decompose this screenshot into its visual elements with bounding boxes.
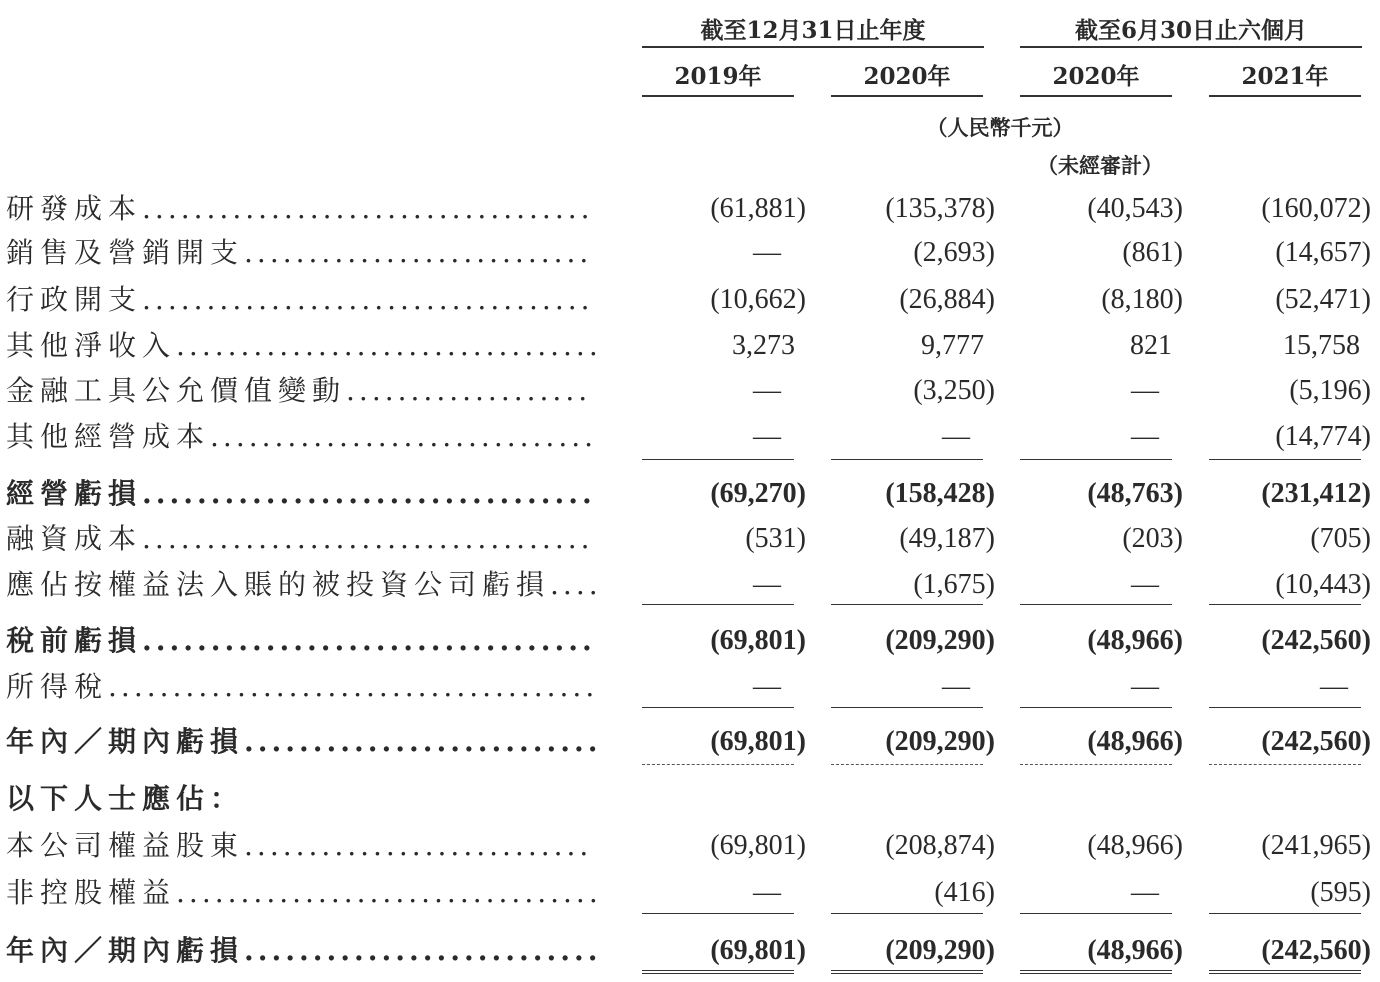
cell-value: —: [1131, 375, 1159, 406]
header-year-2: 2020年: [863, 63, 951, 90]
cell-value: (158,428): [885, 478, 995, 509]
header-group-half: 截至6月30日止六個月: [1074, 17, 1307, 44]
unaudited-label: （未經審計）: [1037, 153, 1163, 178]
cell-value: (3,250): [913, 375, 995, 406]
cell-value: (203): [1122, 523, 1183, 554]
row-label: 稅前虧損.................................: [6, 624, 596, 657]
total-rule: [642, 913, 794, 914]
total-rule: [1020, 764, 1172, 765]
leader-dots: ..............................: [210, 420, 598, 453]
unit-label: （人民幣千元）: [926, 115, 1074, 140]
header-year-4: 2021年: [1241, 63, 1329, 90]
cell-value: (241,965): [1261, 830, 1371, 861]
cell-value: (861): [1122, 237, 1183, 268]
total-rule: [831, 913, 983, 914]
total-rule: [831, 707, 983, 708]
cell-value: (10,443): [1275, 569, 1371, 600]
header-rule-y2: [831, 95, 983, 97]
cell-value: —: [1320, 671, 1348, 702]
row-label: 融資成本...................................: [6, 522, 594, 555]
leader-dots: ...........................: [244, 829, 593, 862]
cell-value: 3,273: [732, 330, 795, 361]
header-rule-half: [1020, 46, 1362, 48]
cell-value: 821: [1130, 330, 1172, 361]
total-rule: [642, 707, 794, 708]
header-year-1: 2019年: [674, 63, 762, 90]
cell-value: (48,763): [1087, 478, 1183, 509]
row-label: 本公司權益股東...........................: [6, 829, 593, 862]
cell-value: —: [942, 671, 970, 702]
total-rule: [642, 970, 794, 978]
cell-value: (242,560): [1261, 726, 1371, 757]
cell-value: (10,662): [710, 284, 806, 315]
cell-value: —: [753, 877, 781, 908]
total-rule: [831, 604, 983, 605]
total-rule: [642, 764, 794, 765]
total-rule: [1209, 764, 1361, 765]
cell-value: (69,801): [710, 935, 806, 966]
leader-dots: ...................................: [142, 522, 594, 555]
cell-value: (26,884): [899, 284, 995, 315]
total-rule: [1020, 459, 1172, 460]
header-rule-y4: [1209, 95, 1361, 97]
total-rule: [1020, 970, 1172, 978]
cell-value: (69,801): [710, 830, 806, 861]
cell-value: —: [1131, 421, 1159, 452]
cell-value: (5,196): [1289, 375, 1371, 406]
cell-value: —: [753, 421, 781, 452]
cell-value: (705): [1310, 523, 1371, 554]
leader-dots: ..........................: [244, 725, 602, 758]
total-rule: [1020, 707, 1172, 708]
cell-value: (8,180): [1101, 284, 1183, 315]
header-rule-y1: [642, 95, 794, 97]
total-rule: [1020, 913, 1172, 914]
cell-value: (69,801): [710, 726, 806, 757]
cell-value: (52,471): [1275, 284, 1371, 315]
leader-dots: .................................: [176, 329, 602, 362]
row-label: 金融工具公允價值變動...................: [6, 374, 592, 407]
total-rule: [1209, 604, 1361, 605]
cell-value: (69,270): [710, 478, 806, 509]
cell-value: (61,881): [710, 193, 806, 224]
cell-value: (595): [1310, 877, 1371, 908]
cell-value: (208,874): [885, 830, 995, 861]
row-label: 經營虧損.................................: [6, 477, 596, 510]
leader-dots: ....: [550, 568, 602, 601]
total-rule: [1209, 970, 1361, 978]
total-rule: [831, 970, 983, 978]
cell-value: —: [753, 671, 781, 702]
cell-value: 9,777: [921, 330, 984, 361]
row-label: 其他經營成本..............................: [6, 420, 598, 453]
cell-value: (14,657): [1275, 237, 1371, 268]
row-label: 年內／期內虧損..........................: [6, 934, 602, 967]
cell-value: (40,543): [1087, 193, 1183, 224]
cell-value: (2,693): [913, 237, 995, 268]
cell-value: (209,290): [885, 625, 995, 656]
total-rule: [642, 604, 794, 605]
cell-value: (242,560): [1261, 935, 1371, 966]
cell-value: (48,966): [1087, 726, 1183, 757]
cell-value: (135,378): [885, 193, 995, 224]
cell-value: —: [1131, 877, 1159, 908]
cell-value: (209,290): [885, 726, 995, 757]
row-label: 年內／期內虧損..........................: [6, 725, 602, 758]
row-label: 所得稅......................................: [6, 670, 599, 703]
leader-dots: .................................: [142, 477, 596, 510]
leader-dots: ......................................: [108, 670, 599, 703]
row-label: 銷售及營銷開支...........................: [6, 236, 593, 269]
leader-dots: .................................: [142, 624, 596, 657]
total-rule: [1020, 604, 1172, 605]
cell-value: (14,774): [1275, 421, 1371, 452]
cell-value: 15,758: [1283, 330, 1360, 361]
header-rule-y3: [1020, 95, 1172, 97]
row-label: 其他淨收入.................................: [6, 329, 602, 362]
cell-value: —: [753, 237, 781, 268]
row-label: 行政開支...................................: [6, 283, 594, 316]
cell-value: —: [942, 421, 970, 452]
cell-value: —: [753, 569, 781, 600]
cell-value: (242,560): [1261, 625, 1371, 656]
cell-value: (48,966): [1087, 830, 1183, 861]
total-rule: [1209, 459, 1361, 460]
cell-value: (231,412): [1261, 478, 1371, 509]
leader-dots: ..........................: [244, 934, 602, 967]
leader-dots: ...................................: [142, 283, 594, 316]
total-rule: [1209, 913, 1361, 914]
leader-dots: ...........................: [244, 236, 593, 269]
cell-value: (209,290): [885, 935, 995, 966]
total-rule: [831, 459, 983, 460]
cell-value: (48,966): [1087, 625, 1183, 656]
header-group-year: 截至12月31日止年度: [700, 17, 926, 44]
cell-value: (49,187): [899, 523, 995, 554]
row-label: 研發成本...................................: [6, 192, 594, 225]
leader-dots: ...................................: [142, 192, 594, 225]
total-rule: [831, 764, 983, 765]
cell-value: (48,966): [1087, 935, 1183, 966]
cell-value: (1,675): [913, 569, 995, 600]
cell-value: —: [1131, 671, 1159, 702]
total-rule: [1209, 707, 1361, 708]
cell-value: (531): [745, 523, 806, 554]
leader-dots: .................................: [176, 876, 602, 909]
leader-dots: ...................: [346, 374, 592, 407]
cell-value: (416): [934, 877, 995, 908]
total-rule: [642, 459, 794, 460]
cell-value: (160,072): [1261, 193, 1371, 224]
cell-value: —: [753, 375, 781, 406]
header-year-3: 2020年: [1052, 63, 1140, 90]
row-label: 非控股權益.................................: [6, 876, 602, 909]
header-rule-year: [642, 46, 984, 48]
row-label: 以下人士應佔：: [6, 782, 245, 815]
cell-value: (69,801): [710, 625, 806, 656]
row-label: 應佔按權益法入賬的被投資公司虧損....: [6, 568, 602, 601]
cell-value: —: [1131, 569, 1159, 600]
